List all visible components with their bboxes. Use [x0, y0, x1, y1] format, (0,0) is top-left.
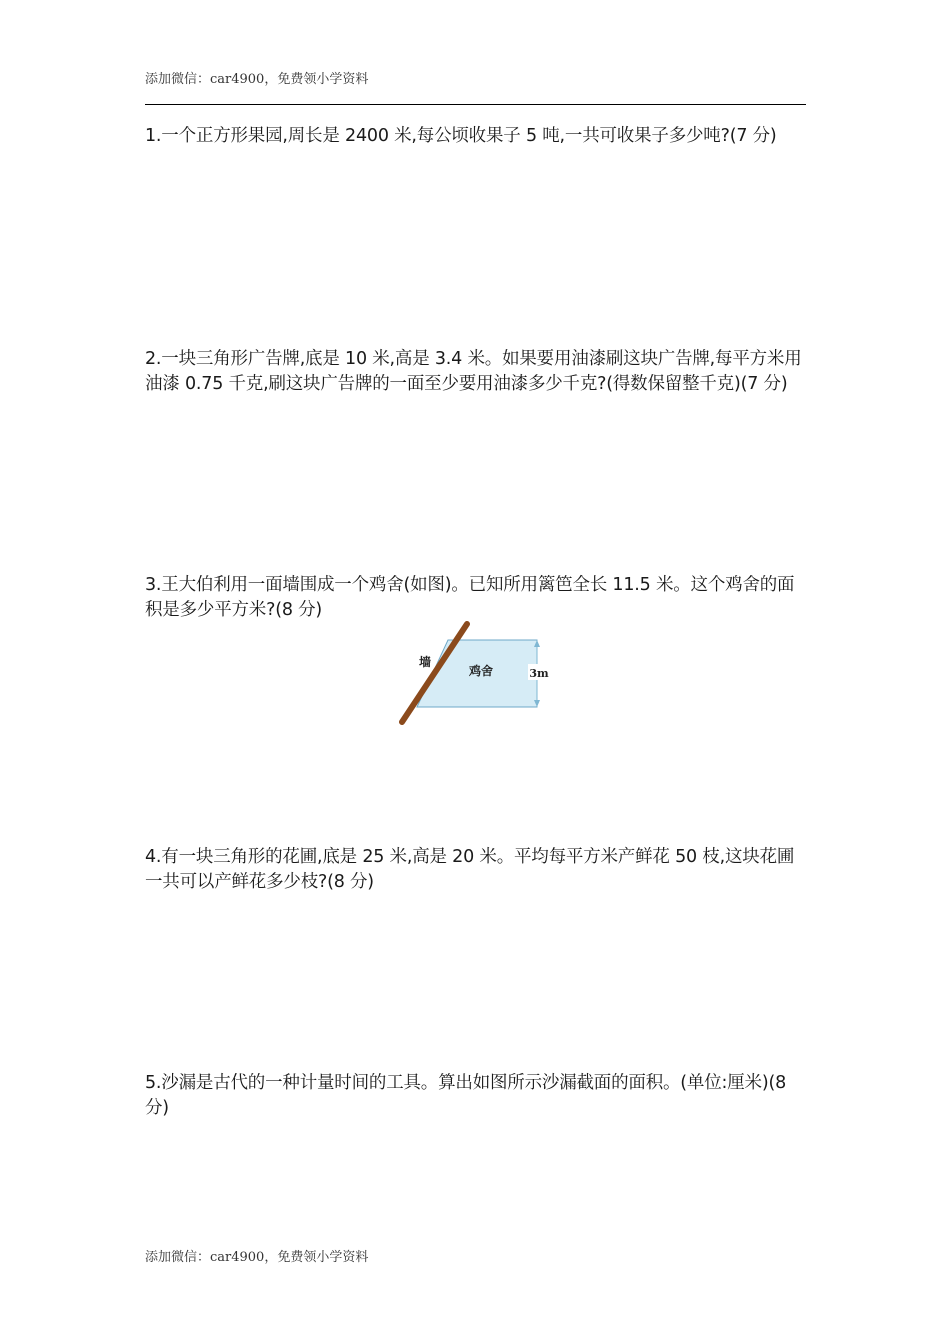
question-1 [145, 124, 810, 149]
page-header-note: 添加微信：car4900，免费领小学资料 [145, 72, 369, 87]
question-4-number: 4. [145, 847, 162, 867]
question-5 [145, 1071, 810, 1121]
question-4-text: 有一块三角形的花圃,底是 25 米,高是 20 米。平均每平方米产鲜花 50 枝,这块花圃一共可以产鲜花多少枝?(8 分) [145, 847, 795, 892]
question-4 [145, 845, 810, 895]
question-1-text: 一个正方形果园,周长是 2400 米,每公顷收果子 5 吨,一共可收果子多少吨?(7 分) [161, 126, 777, 146]
header-divider [145, 104, 806, 105]
wall-label: 墙 [418, 655, 432, 669]
question-5-text: 沙漏是古代的一种计量时间的工具。算出如图所示沙漏截面的面积。(单位:厘米)(8 分) [145, 1073, 787, 1118]
height-label: 3m [529, 667, 549, 680]
question-3 [145, 573, 810, 623]
coop-label: 鸡舍 [468, 664, 494, 678]
question-2-text: 一块三角形广告牌,底是 10 米,高是 3.4 米。如果要用油漆刷这块广告牌,每平方米用油漆 0.75 千克,刷这块广告牌的一面至少要用油漆多少千克?(得数保留整千克)(7 分) [145, 349, 802, 394]
chicken-coop-figure [392, 620, 562, 726]
question-3-text: 王大伯利用一面墙围成一个鸡舍(如图)。已知所用篱笆全长 11.5 米。这个鸡舍的面积是多少平方米?(8 分) [145, 575, 795, 620]
question-3-number: 3. [145, 575, 162, 595]
question-2 [145, 347, 810, 397]
question-1-number: 1. [145, 126, 162, 146]
question-2-number: 2. [145, 349, 162, 369]
question-5-number: 5. [145, 1073, 162, 1093]
page-footer-note: 添加微信：car4900，免费领小学资料 [145, 1250, 369, 1265]
